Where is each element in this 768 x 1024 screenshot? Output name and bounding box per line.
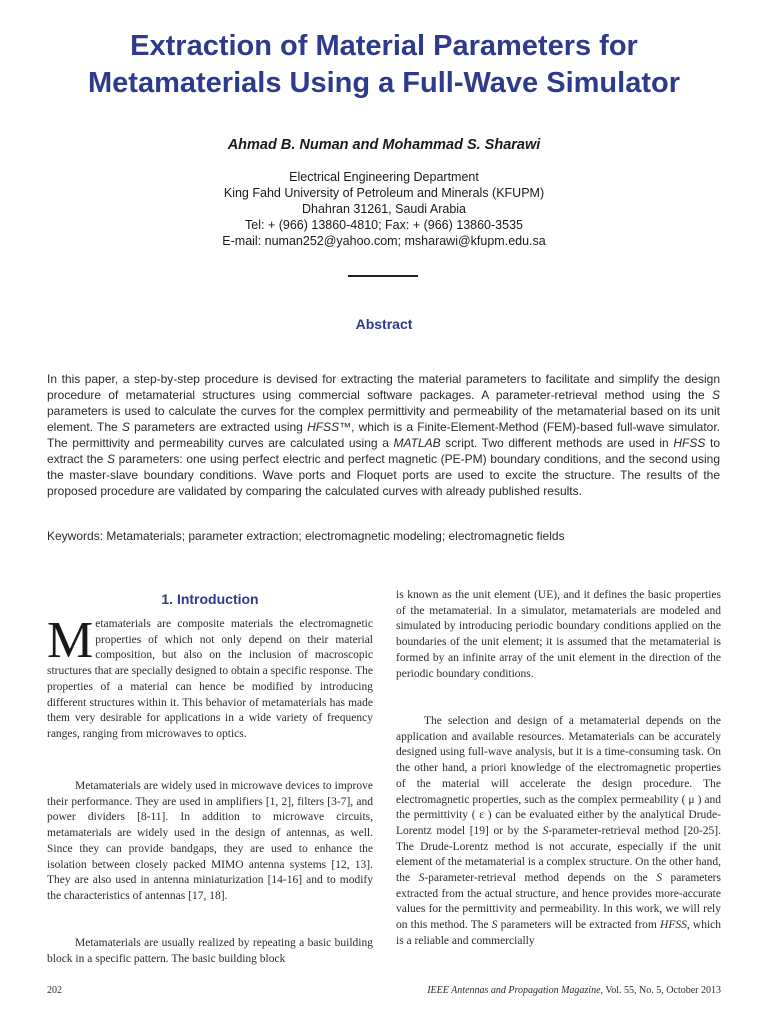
affil-email: E-mail: numan252@yahoo.com; msharawi@kfupm.edu.sa: [222, 234, 546, 248]
authors: Ahmad B. Numan and Mohammad S. Sharawi: [227, 137, 541, 153]
affil-phone: Tel: + (966) 13860-4810; Fax: + (966) 13860-3535: [245, 218, 523, 232]
affil-dept: Electrical Engineering Department: [289, 170, 479, 184]
affil-city: Dhahran 31261, Saudi Arabia: [301, 202, 466, 216]
intro-paragraph-5: The selection and design of a metamaterial depends on the application and available resources. Metamaterials can be accurately designed using full-wave analysis, but it is a time-consuming task. On the other hand, a priori knowledge of the electromagnetic properties of the material will accelerate the design procedure. The electromagnetic properties, such as the complex permeability ( μ ) and the permittivity ( ε ) can be evaluated either by the analytical Drude-Lorentz model [19] or by the S-parameter-retrieval method [20-25]. The Drude-Lorentz method is not accurate, especially if the unit element of the metamaterial is a complex structure. On the other hand, the S-parameter-retrieval method depends on the S parameters extracted from the actual structure, and hence provides more-accurate values for the permittivity and permeability. In this work, we will rely on this method. The S parameters will be extracted from HFSS, which is a reliable and commercially: [396, 715, 722, 947]
page-number: 202: [47, 985, 62, 996]
section-heading-introduction: 1. Introduction: [161, 591, 259, 607]
intro-paragraph-1: Metamaterials are composite materials the electromagnetic properties of which not only depend on their material composition, but also on the inclusion of macroscopic structures that are specially designed to obtain a specific response. The properties of a material can hence be modified by introducing different structures within it. This behavior of metamaterials has made them very desirable for applications in a wide variety of frequency ranges, ranging from microwaves to optics.: [47, 612, 373, 740]
intro-paragraph-3: Metamaterials are usually realized by repeating a basic building block in a specific pattern. The basic building block: [47, 937, 373, 965]
intro-paragraph-2: Metamaterials are widely used in microwave devices to improve their performance. They are used in amplifiers [1, 2], filters [3-7], and power dividers [8-11]. In addition to microwave circuits, metamaterials are widely used in the design of antennas, as well. Since they can provide bandgaps, they are used to enhance the isolation between closely packed MIMO antenna systems [12, 13]. They are also used in antenna miniaturization [14-16] and to modify the characteristics of antennas [17, 18].: [47, 780, 373, 902]
paper-title: [30, 28, 738, 102]
drop-cap: M: [47, 612, 94, 669]
abstract-heading: Abstract: [355, 316, 413, 332]
title-divider: [348, 275, 418, 277]
intro-paragraph-4: is known as the unit element (UE), and it defines the basic properties of the metamaterial. In a simulator, metamaterials are modeled and simulated by introducing periodic boundary conditions applied on the boundaries of the unit element; it is assumed that the metamaterial is formed by an infinite array of the unit element in the direction of the periodic boundary conditions.: [396, 589, 721, 680]
title-line-1: Extraction of Material Parameters for: [130, 30, 638, 62]
abstract-body: In this paper, a step-by-step procedure is devised for extracting the material parameters to facilitate and simplify the design procedure of metamaterial structures using commercial software packages. A parameter-retrieval method using the S parameters is used to calculate the curves for the complex permittivity and permeability of the metamaterial based on its unit element. The S parameters are extracted using HFSS™, which is a Finite-Element-Method (FEM)-based full-wave simulator. The permittivity and permeability curves are calculated using a MATLAB script. Two different methods are used in HFSS to extract the S parameters: one using perfect electric and perfect magnetic (PE-PM) boundary conditions, and the second using the master-slave boundary conditions. Wave ports and Floquet ports are used to excite the structure. The results of the proposed procedure are validated by comparing the calculated curves with already published results.: [47, 372, 720, 498]
affiliation-block: [0, 169, 768, 249]
journal-citation: IEEE Antennas and Propagation Magazine, Vol. 55, No. 5, October 2013: [427, 985, 721, 996]
keywords: Keywords: Metamaterials; parameter extraction; electromagnetic modeling; electromagnetic fields: [47, 529, 565, 543]
title-line-2: Metamaterials Using a Full-Wave Simulator: [88, 67, 680, 99]
affil-univ: King Fahd University of Petroleum and Minerals (KFUPM): [223, 186, 545, 200]
